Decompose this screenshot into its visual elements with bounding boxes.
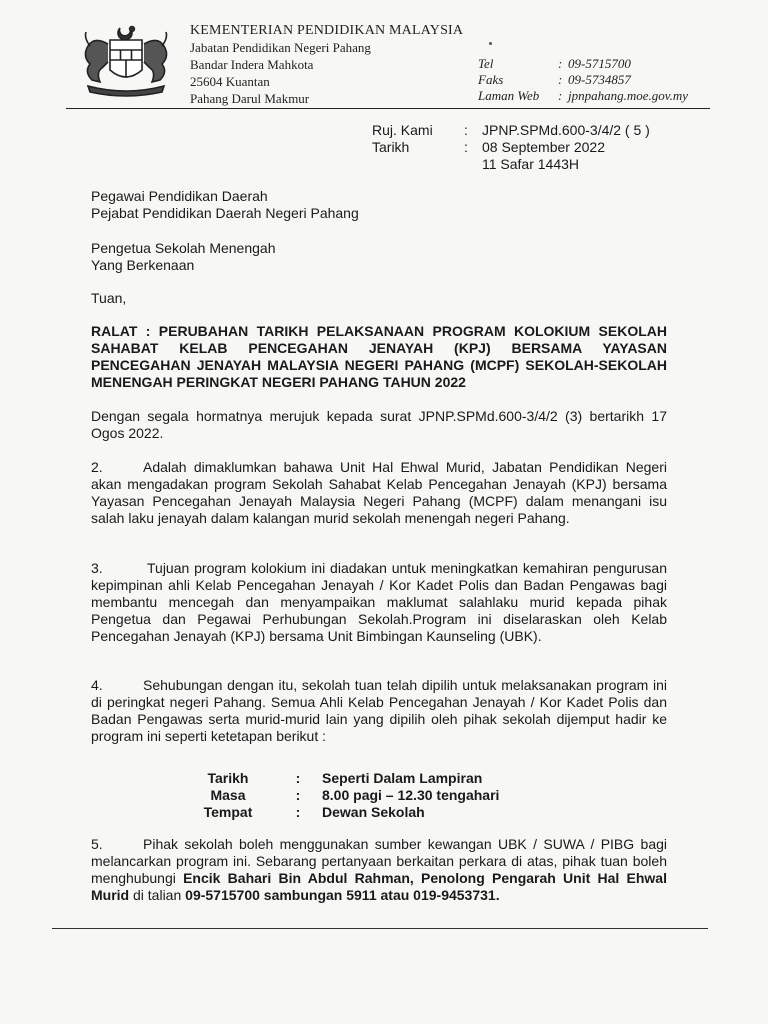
paragraph-number: 5. — [91, 836, 103, 852]
detail-value: Dewan Sekolah — [322, 804, 425, 820]
ref-label: Ruj. Kami — [372, 122, 433, 138]
ref-label: Tarikh — [372, 139, 410, 155]
page-divider — [52, 928, 708, 929]
paragraph-3 — [91, 560, 667, 645]
contact-web — [478, 88, 688, 104]
recipient-block-1 — [91, 188, 667, 222]
ref-sep: : — [464, 139, 468, 155]
salutation: Tuan, — [91, 290, 127, 306]
ref-date: 08 September 2022 — [482, 139, 605, 155]
paragraph-text: di talian — [129, 887, 186, 903]
contact-value: jpnpahang.moe.gov.my — [568, 88, 688, 103]
letter-subject: RALAT : PERUBAHAN TARIKH PELAKSANAAN PROGRAM KOLOKIUM SEKOLAH SAHABAT KELAB PENCEGAHAN JENAYAH (KPJ) BERSAMA YAYASAN PENCEGAHAN JENAYAH MALAYSIA NEGERI PAHANG (MCPF) SEKOLAH-SEKOLAH MENENGAH PERINGKAT NEGERI PAHANG TAHUN 2022 — [91, 323, 667, 390]
recipient-line: Yang Berkenaan — [91, 257, 195, 273]
program-details — [182, 770, 499, 821]
recipient-line: Pejabat Pendidikan Daerah Negeri Pahang — [91, 205, 359, 221]
contact-value: 09-5715700 — [568, 56, 631, 71]
recipient-block-2 — [91, 240, 667, 274]
ref-sep: : — [464, 122, 468, 138]
detail-sep: : — [295, 804, 301, 820]
paragraph-number: 2. — [91, 459, 103, 475]
detail-row-date — [182, 770, 499, 787]
ref-row-hijri — [372, 156, 650, 173]
reference-block — [372, 122, 650, 173]
ref-row-date — [372, 139, 650, 156]
detail-sep: : — [295, 787, 301, 803]
detail-row-venue — [182, 804, 499, 821]
malaysia-coat-of-arms-icon — [74, 22, 178, 98]
contact-sep: : — [558, 56, 563, 71]
contact-sep: : — [558, 88, 563, 103]
ref-number: JPNP.SPMd.600-3/4/2 ( 5 ) — [482, 122, 650, 138]
address-line: 25604 Kuantan — [190, 74, 270, 89]
paragraph-text: Pihak sekolah boleh menggunakan sumber kewangan UBK / SUWA / PIBG bagi melancarkan program ini. Sebarang pertanyaan berkaitan perkara di atas, pihak tuan boleh menghubungi — [91, 836, 667, 886]
address-line: Bandar Indera Mahkota — [190, 57, 314, 72]
contact-sep: : — [558, 72, 563, 87]
contact-label: Laman Web — [478, 88, 540, 103]
scan-speck — [489, 42, 492, 45]
detail-row-time — [182, 787, 499, 804]
paragraph-number: 4. — [91, 677, 103, 693]
detail-label: Tarikh — [207, 770, 249, 786]
paragraph-text: Adalah dimaklumkan bahawa Unit Hal Ehwal Murid, Jabatan Pendidikan Negeri akan mengadakan program Sekolah Sahabat Kelab Pencegahan Jenayah (KPJ) bersama Yayasan Pencegahan Jenayah Malaysia Negeri Pahang (MCPF) dalam menangani isu salah laku jenayah dalam kalangan murid sekolah menengah negeri Pahang. — [91, 459, 667, 526]
address-line: Pahang Darul Makmur — [190, 91, 310, 106]
detail-label: Masa — [210, 787, 246, 803]
opening-paragraph: Dengan segala hormatnya merujuk kepada surat JPNP.SPMd.600-3/4/2 (3) bertarikh 17 Ogos 2022. — [91, 408, 667, 441]
ref-row-ruj — [372, 122, 650, 139]
detail-sep: : — [295, 770, 301, 786]
detail-label: Tempat — [203, 804, 253, 820]
contact-person: Encik Bahari Bin Abdul Rahman, Penolong Pengarah Unit Hal Ehwal Murid — [91, 870, 667, 903]
paragraph-text: Sehubungan dengan itu, sekolah tuan telah dipilih untuk melaksanakan program ini di peringkat negeri Pahang. Semua Ahli Kelab Pencegahan Jenayah / Kor Kadet Polis dan Badan Pengawas serta murid-murid lain yang dipilih oleh pihak sekolah dijemput hadir ke program ini seperti ketetapan berikut : — [91, 677, 667, 744]
contact-block — [478, 56, 688, 104]
detail-value: 8.00 pagi – 12.30 tengahari — [322, 787, 500, 803]
contact-tel — [478, 56, 688, 72]
contact-fax — [478, 72, 688, 88]
ministry-block — [190, 22, 463, 107]
recipient-line: Pegawai Pendidikan Daerah — [91, 188, 268, 204]
paragraph-text: Tujuan program kolokium ini diadakan untuk meningkatkan kemahiran pengurusan kepimpinan ahli Kelab Pencegahan Jenayah / Kor Kadet Polis dan Badan Pengawas bagi membantu mencegah dan menyampaikan maklumat salahlaku murid kepada pihak Pengetua dan Pegawai Perhubungan Sekolah.Program ini diselaraskan oleh Kelab Pencegahan Jenayah (KPJ) bersama Unit Bimbingan Kaunseling (UBK). — [91, 560, 667, 644]
recipient-line: Pengetua Sekolah Menengah — [91, 240, 276, 256]
detail-value: Seperti Dalam Lampiran — [322, 770, 483, 786]
paragraph-2 — [91, 459, 667, 527]
contact-label: Tel — [478, 56, 494, 71]
paragraph-number: 3. — [91, 560, 103, 576]
contact-value: 09-5734857 — [568, 72, 631, 87]
paragraph-4 — [91, 677, 667, 745]
letterhead-divider — [66, 108, 710, 109]
contact-label: Faks — [478, 72, 504, 87]
ministry-name: KEMENTERIAN PENDIDIKAN MALAYSIA — [190, 23, 464, 38]
paragraph-5 — [91, 836, 667, 904]
address-line: Jabatan Pendidikan Negeri Pahang — [190, 40, 371, 55]
ref-hijri-date: 11 Safar 1443H — [482, 156, 580, 172]
contact-phone: 09-5715700 sambungan 5911 atau 019-9453731. — [185, 887, 500, 903]
